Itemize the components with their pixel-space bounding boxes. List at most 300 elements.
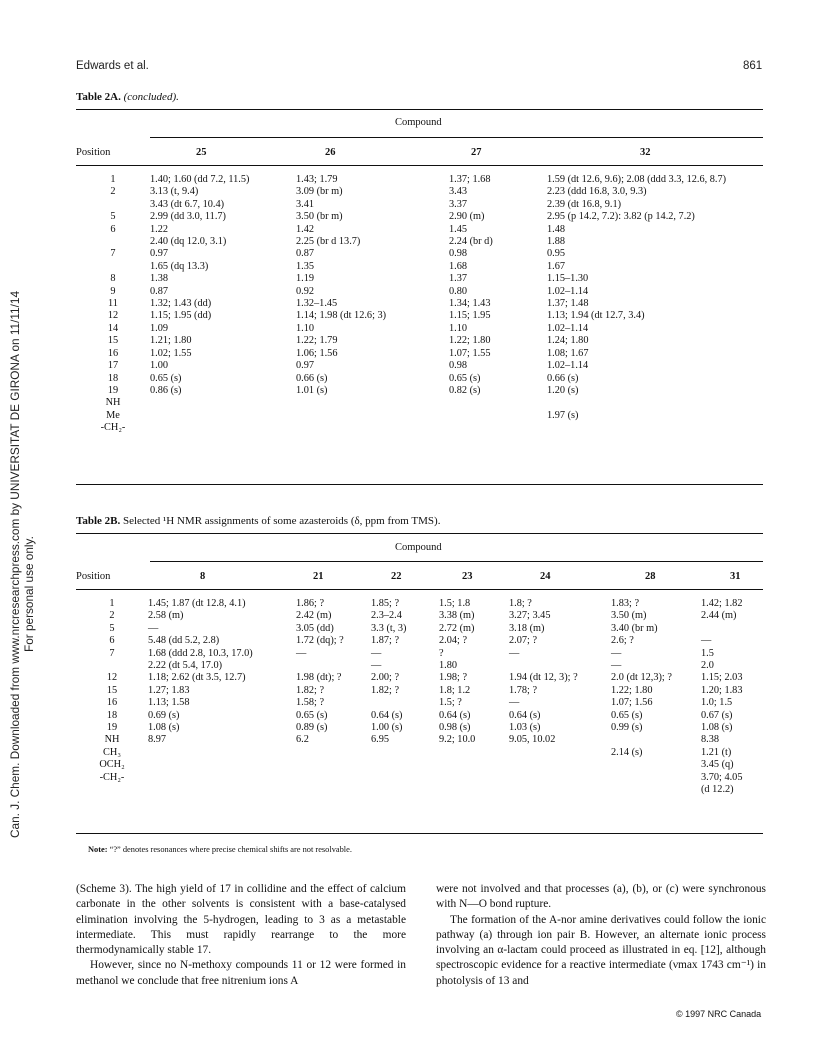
position-cell: OCH₂ — [99, 759, 125, 771]
table-row — [76, 410, 763, 422]
body-right-paragraph-1: were not involved and that processes (a), (b), or (c) were synchronous with N—O bond rupture. — [436, 883, 766, 911]
shift-cell — [296, 660, 371, 672]
shift-cell: 1.03 (s) — [509, 722, 541, 734]
table-row — [76, 747, 763, 759]
position-cell: 7 — [110, 248, 116, 260]
shift-cell — [148, 747, 296, 759]
shift-cell: 0.97 — [150, 248, 169, 260]
shift-cell: 1.82; ? — [371, 684, 400, 696]
shift-cell: 3.40 (br m) — [611, 622, 658, 634]
table-row — [76, 310, 763, 322]
position-cell: 5 — [109, 622, 115, 634]
table-2b-col-8: 8 — [200, 571, 206, 582]
position-cell: 14 — [107, 322, 119, 334]
table-2b-position-header: Position — [76, 571, 111, 582]
table-2b-bottom-rule — [76, 833, 763, 834]
shift-cell: 1.07; 1.55 — [449, 347, 491, 359]
table-2a-col-26: 26 — [325, 147, 336, 158]
shift-cell: 0.65 (s) — [296, 709, 328, 721]
shift-cell — [611, 772, 701, 784]
position-cell: 19 — [106, 722, 118, 734]
shift-cell: 1.24; 1.80 — [547, 335, 589, 347]
shift-cell: 1.0; 1.5 — [701, 697, 733, 709]
table-row — [76, 211, 763, 223]
table-2b-header-rule — [76, 589, 763, 590]
shift-cell: 2.3–2.4 — [371, 610, 402, 622]
shift-cell: 2.14 (s) — [611, 746, 643, 758]
download-watermark — [8, 291, 36, 838]
shift-cell — [148, 759, 296, 771]
shift-cell: 1.85; ? — [371, 598, 400, 609]
shift-cell: 2.72 (m) — [439, 622, 475, 634]
position-cell: NH — [105, 397, 121, 409]
shift-cell: 1.87; ? — [371, 635, 400, 647]
shift-cell: 1.65 (dq 13.3) — [150, 260, 209, 272]
position-cell: 12 — [107, 310, 119, 322]
shift-cell: 1.37; 1.48 — [547, 298, 589, 310]
shift-cell: 1.8; 1.2 — [439, 684, 471, 696]
position-cell: 2 — [110, 186, 116, 198]
shift-cell — [611, 759, 701, 771]
table-row — [76, 335, 763, 347]
position-cell: 12 — [106, 672, 118, 684]
shift-cell: 3.50 (br m) — [296, 211, 343, 223]
table-row — [76, 610, 763, 622]
shift-cell: 2.00; ? — [371, 672, 400, 684]
table-row — [76, 360, 763, 372]
shift-cell: 1.14; 1.98 (dt 12.6; 3) — [296, 310, 387, 322]
table-2b-group-rule — [150, 561, 763, 562]
position-cell: 7 — [109, 647, 115, 659]
table-row — [76, 772, 763, 784]
shift-cell: 1.45 — [449, 223, 468, 235]
shift-cell: 1.42; 1.82 — [701, 598, 743, 609]
table-2a-caption — [76, 91, 179, 103]
shift-cell: 1.68 (ddd 2.8, 10.3, 17.0) — [148, 647, 253, 659]
table-row — [76, 261, 763, 273]
shift-cell: 1.72 (dq); ? — [296, 635, 344, 647]
shift-cell: — — [701, 635, 712, 647]
table-2b-col-21: 21 — [313, 571, 324, 582]
shift-cell: 0.65 (s) — [611, 709, 643, 721]
shift-cell: 1.27; 1.83 — [148, 684, 190, 696]
position-cell — [76, 236, 150, 248]
shift-cell: — — [296, 647, 307, 659]
position-cell: 16 — [107, 347, 119, 359]
shift-cell: 1.5; 1.8 — [439, 598, 471, 609]
shift-cell: 2.04; ? — [439, 635, 468, 647]
shift-cell: 0.64 (s) — [439, 709, 471, 721]
table-row — [76, 710, 763, 722]
shift-cell: 1.09 — [150, 322, 169, 334]
shift-cell: 1.42 — [296, 223, 315, 235]
shift-cell: 0.67 (s) — [701, 709, 733, 721]
note-text: “?” denotes resonances where precise chemical shifts are not resolvable. — [109, 845, 352, 854]
shift-cell: 1.59 (dt 12.6, 9.6); 2.08 (ddd 3.3, 12.6, 8.7) — [547, 174, 727, 185]
shift-cell: 1.21 (t) — [701, 746, 732, 758]
table-row — [76, 722, 763, 734]
shift-cell: 3.45 (q) — [701, 759, 734, 771]
shift-cell: 1.40; 1.60 (dd 7.2, 11.5) — [150, 174, 250, 185]
shift-cell: ? — [439, 647, 444, 659]
shift-cell: 0.99 (s) — [611, 722, 643, 734]
shift-cell: 0.65 (s) — [150, 372, 182, 384]
shift-cell: — — [509, 697, 520, 709]
position-cell: -CH₂- — [100, 422, 126, 434]
shift-cell: 2.24 (br d) — [449, 236, 493, 248]
position-cell: 8 — [110, 273, 116, 285]
table-2a-header-rule — [76, 165, 763, 166]
shift-cell: 1.37; 1.68 — [449, 174, 491, 185]
table-2b-caption — [76, 515, 440, 527]
shift-cell — [439, 759, 509, 771]
shift-cell: 1.06; 1.56 — [296, 347, 338, 359]
table-row — [76, 648, 763, 660]
shift-cell: 1.5; ? — [439, 697, 462, 709]
shift-cell: 2.23 (ddd 16.8, 3.0, 9.3) — [547, 186, 647, 198]
shift-cell — [371, 697, 439, 709]
shift-cell: 1.08 (s) — [148, 722, 180, 734]
shift-cell: 1.13; 1.58 — [148, 697, 190, 709]
shift-cell: 6.2 — [296, 734, 309, 746]
table-2a-compound-header: Compound — [395, 117, 442, 128]
shift-cell — [611, 734, 701, 746]
shift-cell: 0.98 — [449, 248, 468, 260]
shift-cell: — — [148, 622, 159, 634]
shift-cell: 1.01 (s) — [296, 384, 328, 396]
table-2b — [76, 598, 763, 797]
shift-cell: (d 12.2) — [701, 784, 734, 796]
shift-cell: 1.82; ? — [296, 684, 325, 696]
shift-cell: 1.94 (dt 12, 3); ? — [509, 672, 578, 684]
table-2a-label: Table 2A. — [76, 91, 121, 103]
shift-cell: 1.18; 2.62 (dt 3.5, 12.7) — [148, 672, 246, 684]
shift-cell: 3.70; 4.05 — [701, 771, 743, 783]
table-2b-note — [88, 845, 352, 854]
shift-cell: 1.10 — [296, 322, 315, 334]
shift-cell: 2.07; ? — [509, 635, 538, 647]
shift-cell: 1.00 — [150, 360, 169, 372]
shift-cell: 0.89 (s) — [296, 722, 328, 734]
shift-cell — [611, 784, 701, 796]
position-cell: -CH₂- — [99, 771, 125, 783]
position-cell: 17 — [107, 360, 119, 372]
table-row — [76, 248, 763, 260]
shift-cell: 1.15–1.30 — [547, 273, 589, 285]
shift-cell — [439, 772, 509, 784]
shift-cell: 0.66 (s) — [547, 372, 579, 384]
shift-cell: 3.18 (m) — [509, 622, 545, 634]
table-row — [76, 385, 763, 397]
shift-cell — [371, 784, 439, 796]
table-row — [76, 660, 763, 672]
table-2a-col-27: 27 — [471, 147, 482, 158]
running-head-authors: Edwards et al. — [76, 60, 149, 72]
shift-cell: 9.05, 10.02 — [509, 734, 556, 746]
shift-cell — [150, 422, 296, 434]
shift-cell: 1.22 — [150, 223, 169, 235]
shift-cell: 2.42 (m) — [296, 610, 332, 622]
shift-cell: 3.09 (br m) — [296, 186, 343, 198]
shift-cell: 0.98 — [449, 360, 468, 372]
table-2a-concluded: (concluded). — [123, 91, 179, 103]
position-cell: 11 — [108, 298, 118, 310]
table-2b-col-28: 28 — [645, 571, 656, 582]
shift-cell — [150, 397, 296, 409]
shift-cell: 0.80 — [449, 285, 468, 297]
position-cell: 18 — [106, 709, 118, 721]
table-2b-col-23: 23 — [462, 571, 473, 582]
table-row — [76, 623, 763, 635]
table-2a-col-25: 25 — [196, 147, 207, 158]
shift-cell — [148, 784, 296, 796]
shift-cell: 0.64 (s) — [509, 709, 541, 721]
shift-cell: 3.41 — [296, 198, 315, 210]
table-2a-position-header: Position — [76, 147, 111, 158]
table-row — [76, 784, 763, 796]
shift-cell: 1.07; 1.56 — [611, 697, 653, 709]
table-2a-top-rule — [76, 109, 763, 110]
shift-cell: 1.68 — [449, 260, 468, 272]
shift-cell — [509, 759, 611, 771]
position-cell — [76, 199, 150, 211]
table-2b-title: Selected ¹H NMR assignments of some azasteroids (δ, ppm from TMS). — [122, 515, 441, 527]
shift-cell — [509, 784, 611, 796]
table-row — [76, 224, 763, 236]
shift-cell: 1.08 (s) — [701, 722, 733, 734]
shift-cell: — — [611, 660, 622, 672]
shift-cell — [148, 772, 296, 784]
shift-cell: 3.38 (m) — [439, 610, 475, 622]
shift-cell: 2.58 (m) — [148, 610, 184, 622]
shift-cell — [296, 747, 371, 759]
shift-cell: 0.87 — [150, 285, 169, 297]
shift-cell: 1.22; 1.80 — [611, 684, 653, 696]
shift-cell — [449, 410, 547, 422]
position-cell: 18 — [107, 372, 119, 384]
shift-cell: — — [611, 647, 622, 659]
shift-cell: 1.83; ? — [611, 598, 640, 609]
position-cell: CH₃ — [103, 746, 121, 758]
position-cell — [76, 784, 148, 796]
copyright: © 1997 NRC Canada — [676, 1009, 762, 1019]
body-left-paragraph-1: (Scheme 3). The high yield of 17 in collidine and the effect of calcium carbonate in the other solvents is consistent with a base-catalysed elimination involving the 5-hydrogen, leading to 3 as a metastable intermediate. This must rapidly rearrange to the more thermodynamically stable 17. — [76, 883, 406, 957]
shift-cell: 3.3 (t, 3) — [371, 622, 407, 634]
table-row — [76, 759, 763, 771]
shift-cell: 0.64 (s) — [371, 709, 403, 721]
shift-cell — [509, 747, 611, 759]
shift-cell: 1.38 — [150, 273, 169, 285]
shift-cell: 2.25 (br d 13.7) — [296, 236, 361, 248]
shift-cell: 1.80 — [439, 660, 458, 672]
shift-cell: 3.27; 3.45 — [509, 610, 551, 622]
table-2a-group-rule — [150, 137, 763, 138]
shift-cell — [449, 422, 547, 434]
shift-cell: 1.00 (s) — [371, 722, 403, 734]
body-left-column — [76, 882, 406, 989]
shift-cell — [296, 397, 449, 409]
position-cell: 5 — [110, 211, 116, 223]
shift-cell: 1.8; ? — [509, 598, 532, 609]
shift-cell: 1.45; 1.87 (dt 12.8, 4.1) — [148, 598, 246, 609]
position-cell: Me — [106, 409, 120, 421]
table-2b-col-31: 31 — [730, 571, 741, 582]
shift-cell — [371, 747, 439, 759]
shift-cell: 1.97 (s) — [547, 409, 579, 421]
shift-cell: 1.02–1.14 — [547, 360, 589, 372]
shift-cell — [547, 397, 763, 409]
table-row — [76, 348, 763, 360]
position-cell: 6 — [109, 635, 115, 647]
table-2b-col-22: 22 — [391, 571, 402, 582]
page-number: 861 — [743, 60, 763, 72]
body-right-paragraph-2: The formation of the A-nor amine derivatives could follow the ionic pathway (a) through ion pair B. However, an alternate ionic process involving an α-lactam could proceed as illustrated in eq. [12], although spectroscopic evidence for a reactive intermediate (νmax 1743 cm⁻¹) in photolysis of 13 and — [436, 913, 766, 987]
shift-cell: 1.98 (dt); ? — [296, 672, 342, 684]
table-2a-col-32: 32 — [640, 147, 651, 158]
shift-cell — [439, 747, 509, 759]
shift-cell — [371, 759, 439, 771]
table-row — [76, 298, 763, 310]
shift-cell — [296, 759, 371, 771]
shift-cell — [547, 422, 763, 434]
table-row — [76, 286, 763, 298]
shift-cell: — — [371, 647, 382, 659]
shift-cell: 1.34; 1.43 — [449, 298, 491, 310]
shift-cell: 1.10 — [449, 322, 468, 334]
table-row — [76, 236, 763, 248]
shift-cell: 0.87 — [296, 248, 315, 260]
table-2b-label: Table 2B. — [76, 515, 121, 527]
position-cell — [76, 261, 150, 273]
shift-cell: 1.02; 1.55 — [150, 347, 192, 359]
shift-cell: 1.78; ? — [509, 684, 538, 696]
shift-cell: 1.15; 1.95 (dd) — [150, 310, 212, 322]
watermark-line-2: For personal use only. — [22, 536, 36, 652]
table-2a-bottom-rule — [76, 484, 763, 485]
shift-cell: 1.15; 2.03 — [701, 672, 743, 684]
shift-cell: 0.69 (s) — [148, 709, 180, 721]
shift-cell: 0.86 (s) — [150, 384, 182, 396]
body-left-paragraph-2: However, since no N-methoxy compounds 11 or 12 were formed in methanol we conclude that free nitrenium ions A — [76, 959, 406, 987]
shift-cell: 1.35 — [296, 260, 315, 272]
shift-cell: 1.67 — [547, 260, 566, 272]
shift-cell — [371, 772, 439, 784]
shift-cell — [509, 772, 611, 784]
shift-cell — [296, 772, 371, 784]
shift-cell: 3.43 (dt 6.7, 10.4) — [150, 198, 225, 210]
position-cell: 15 — [106, 684, 118, 696]
table-row — [76, 174, 763, 186]
shift-cell: 9.2; 10.0 — [439, 734, 476, 746]
table-row — [76, 685, 763, 697]
shift-cell: 2.39 (dt 16.8, 9.1) — [547, 198, 622, 210]
shift-cell: 1.88 — [547, 236, 566, 248]
table-row — [76, 273, 763, 285]
shift-cell — [509, 660, 611, 672]
table-2a — [76, 174, 763, 435]
table-2b-compound-header: Compound — [395, 542, 442, 553]
shift-cell: 0.92 — [296, 285, 315, 297]
shift-cell: 2.0 (dt 12,3); ? — [611, 672, 672, 684]
position-cell: 6 — [110, 223, 116, 235]
shift-cell — [296, 784, 371, 796]
table-row — [76, 186, 763, 198]
shift-cell: 1.20 (s) — [547, 384, 579, 396]
table-row — [76, 697, 763, 709]
shift-cell: 2.0 — [701, 660, 714, 672]
shift-cell: 1.37 — [449, 273, 468, 285]
table-row — [76, 323, 763, 335]
shift-cell: 3.05 (dd) — [296, 622, 334, 634]
table-row — [76, 422, 763, 434]
shift-cell — [439, 784, 509, 796]
shift-cell: — — [371, 660, 382, 672]
shift-cell: 1.19 — [296, 273, 315, 285]
shift-cell: 2.6; ? — [611, 635, 634, 647]
note-label: Note: — [88, 845, 108, 854]
shift-cell — [701, 623, 763, 635]
shift-cell: 1.22; 1.80 — [449, 335, 491, 347]
shift-cell: 8.97 — [148, 734, 167, 746]
shift-cell: 0.95 — [547, 248, 566, 260]
shift-cell: 1.48 — [547, 223, 566, 235]
table-row — [76, 598, 763, 610]
body-right-column — [436, 882, 766, 989]
table-row — [76, 373, 763, 385]
shift-cell: 2.40 (dq 12.0, 3.1) — [150, 236, 227, 248]
shift-cell: 0.65 (s) — [449, 372, 481, 384]
shift-cell: 1.5 — [701, 647, 714, 659]
shift-cell: 0.66 (s) — [296, 372, 328, 384]
shift-cell: 2.95 (p 14.2, 7.2): 3.82 (p 14.2, 7.2) — [547, 211, 695, 223]
shift-cell: 2.99 (dd 3.0, 11.7) — [150, 211, 226, 223]
shift-cell: 1.21; 1.80 — [150, 335, 192, 347]
shift-cell: 3.37 — [449, 198, 468, 210]
shift-cell: 2.44 (m) — [701, 610, 737, 622]
position-cell: 1 — [109, 598, 115, 609]
position-cell: 15 — [107, 335, 119, 347]
shift-cell: 1.08; 1.67 — [547, 347, 589, 359]
watermark-line-1: Can. J. Chem. Downloaded from www.nrcresearchpress.com by UNIVERSITAT DE GIRONA on 11/11/14 — [8, 290, 22, 838]
table-row — [76, 397, 763, 409]
shift-cell: 1.98; ? — [439, 672, 468, 684]
shift-cell: 1.86; ? — [296, 598, 325, 609]
shift-cell: 2.22 (dt 5.4, 17.0) — [148, 660, 223, 672]
shift-cell: 1.20; 1.83 — [701, 684, 743, 696]
shift-cell: 3.50 (m) — [611, 610, 647, 622]
shift-cell: 1.02–1.14 — [547, 322, 589, 334]
shift-cell: 1.22; 1.79 — [296, 335, 338, 347]
table-row — [76, 199, 763, 211]
shift-cell: 6.95 — [371, 734, 390, 746]
shift-cell: 0.82 (s) — [449, 384, 481, 396]
position-cell: 2 — [109, 610, 115, 622]
position-cell: 1 — [110, 174, 116, 185]
shift-cell: 1.32–1.45 — [296, 298, 338, 310]
table-row — [76, 734, 763, 746]
shift-cell — [296, 422, 449, 434]
shift-cell: 8.38 — [701, 734, 720, 746]
shift-cell: 0.97 — [296, 360, 315, 372]
table-2b-col-24: 24 — [540, 571, 551, 582]
shift-cell: 1.15; 1.95 — [449, 310, 491, 322]
shift-cell: 2.90 (m) — [449, 211, 485, 223]
shift-cell: 1.13; 1.94 (dt 12.7, 3.4) — [547, 310, 645, 322]
table-row — [76, 635, 763, 647]
shift-cell: — — [509, 647, 520, 659]
shift-cell — [296, 410, 449, 422]
shift-cell: 0.98 (s) — [439, 722, 471, 734]
